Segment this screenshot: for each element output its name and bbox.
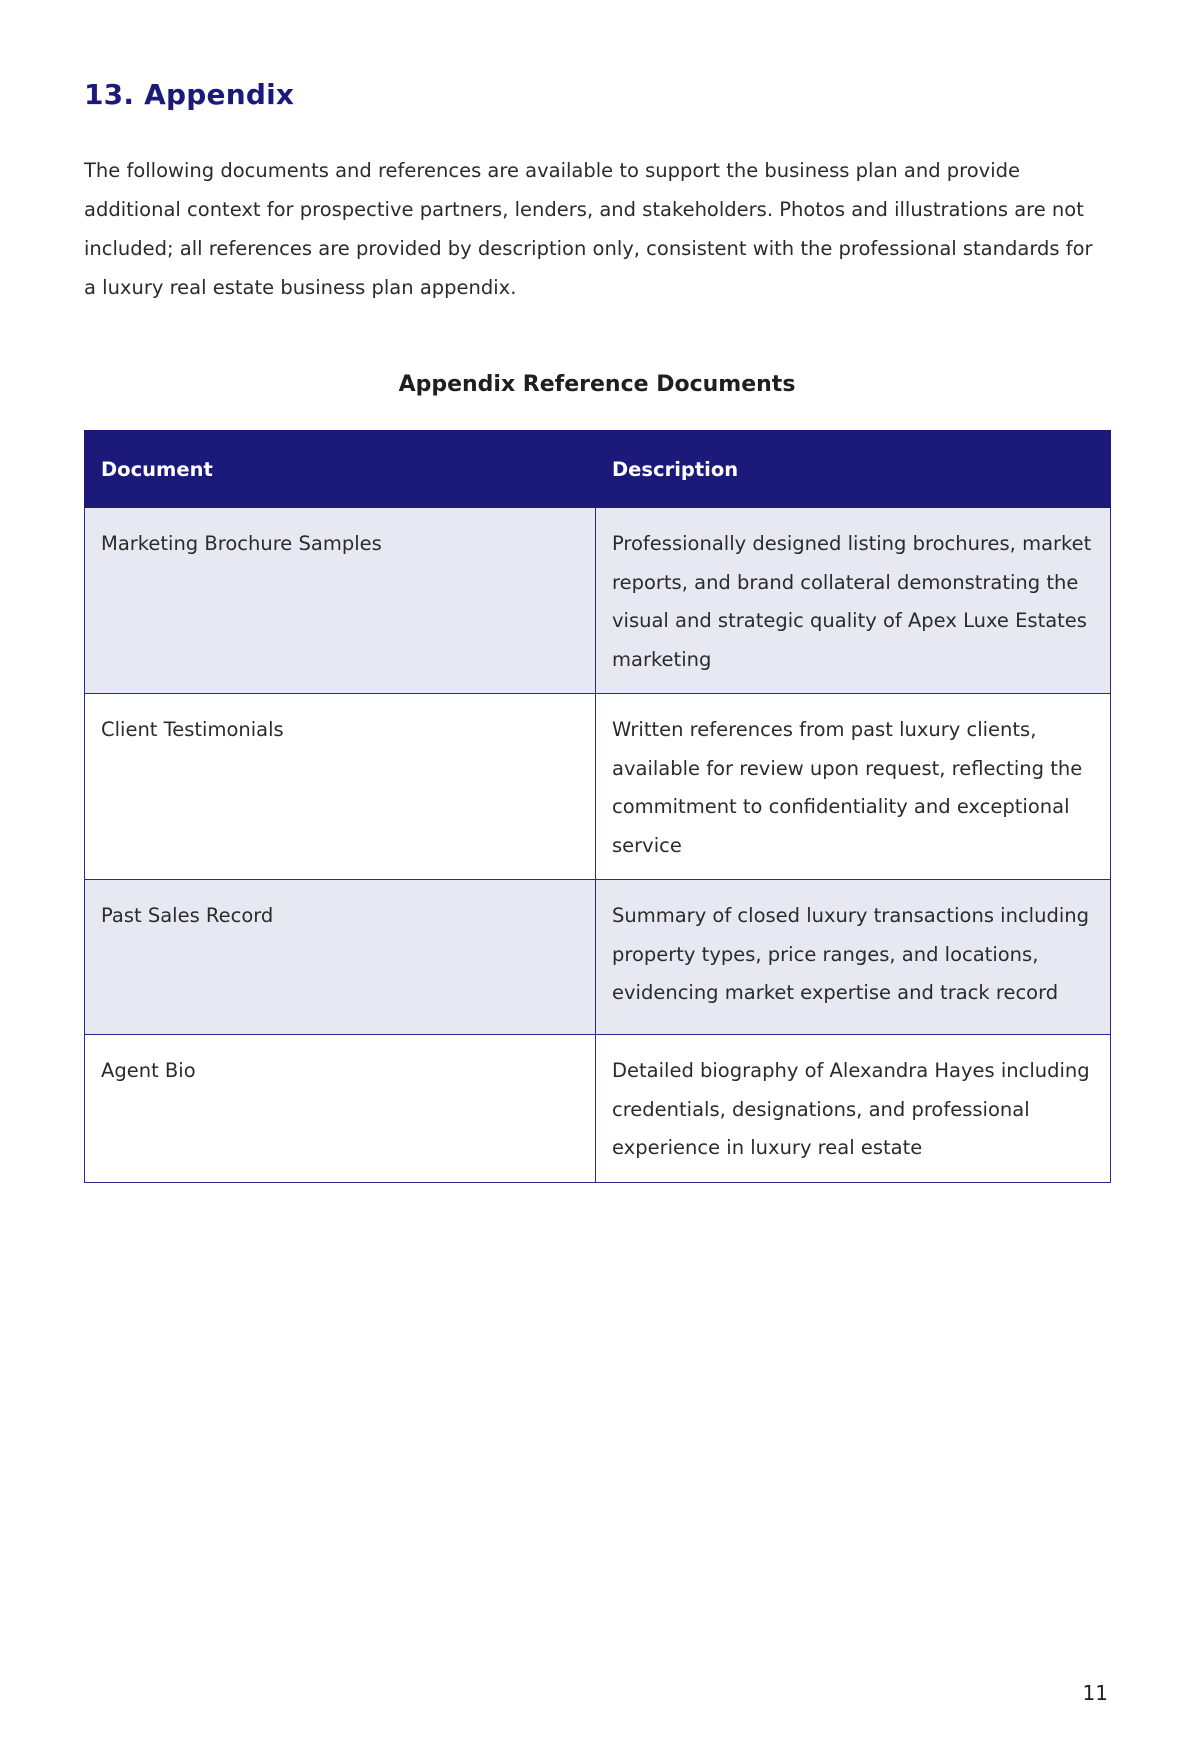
intro-paragraph: The following documents and references are available to support the business plan and provide additional context for prospective partners, lenders, and stakeholders. Photos and illustrations are not included; all references are provided by description only, consistent with the professional standards for a luxury real estate business plan appendix. — [84, 159, 1093, 299]
section-title: 13. Appendix — [84, 78, 295, 111]
description-cell: Detailed biography of Alexandra Hayes including credentials, designations, and professional experience in luxury real estate — [596, 1035, 1111, 1183]
table-caption: Appendix Reference Documents — [398, 372, 796, 397]
page-number: 11 — [1082, 1681, 1108, 1705]
column-header-document: Document — [85, 431, 596, 508]
table-header-row — [85, 431, 1111, 508]
document-cell: Client Testimonials — [85, 694, 596, 880]
table-row — [85, 508, 1111, 694]
document-cell: Marketing Brochure Samples — [85, 508, 596, 694]
appendix-reference-table — [84, 430, 1111, 1183]
document-cell: Agent Bio — [85, 1035, 596, 1183]
table-row — [85, 1035, 1111, 1183]
document-cell: Past Sales Record — [85, 880, 596, 1035]
description-cell: Professionally designed listing brochures, market reports, and brand collateral demonstrating the visual and strategic quality of Apex Luxe Estates marketing — [596, 508, 1111, 694]
description-cell: Summary of closed luxury transactions including property types, price ranges, and locations, evidencing market expertise and track record — [596, 880, 1111, 1035]
table-row — [85, 880, 1111, 1035]
column-header-description: Description — [596, 431, 1111, 508]
description-cell: Written references from past luxury clients, available for review upon request, reflecting the commitment to confidentiality and exceptional service — [596, 694, 1111, 880]
table-row — [85, 694, 1111, 880]
